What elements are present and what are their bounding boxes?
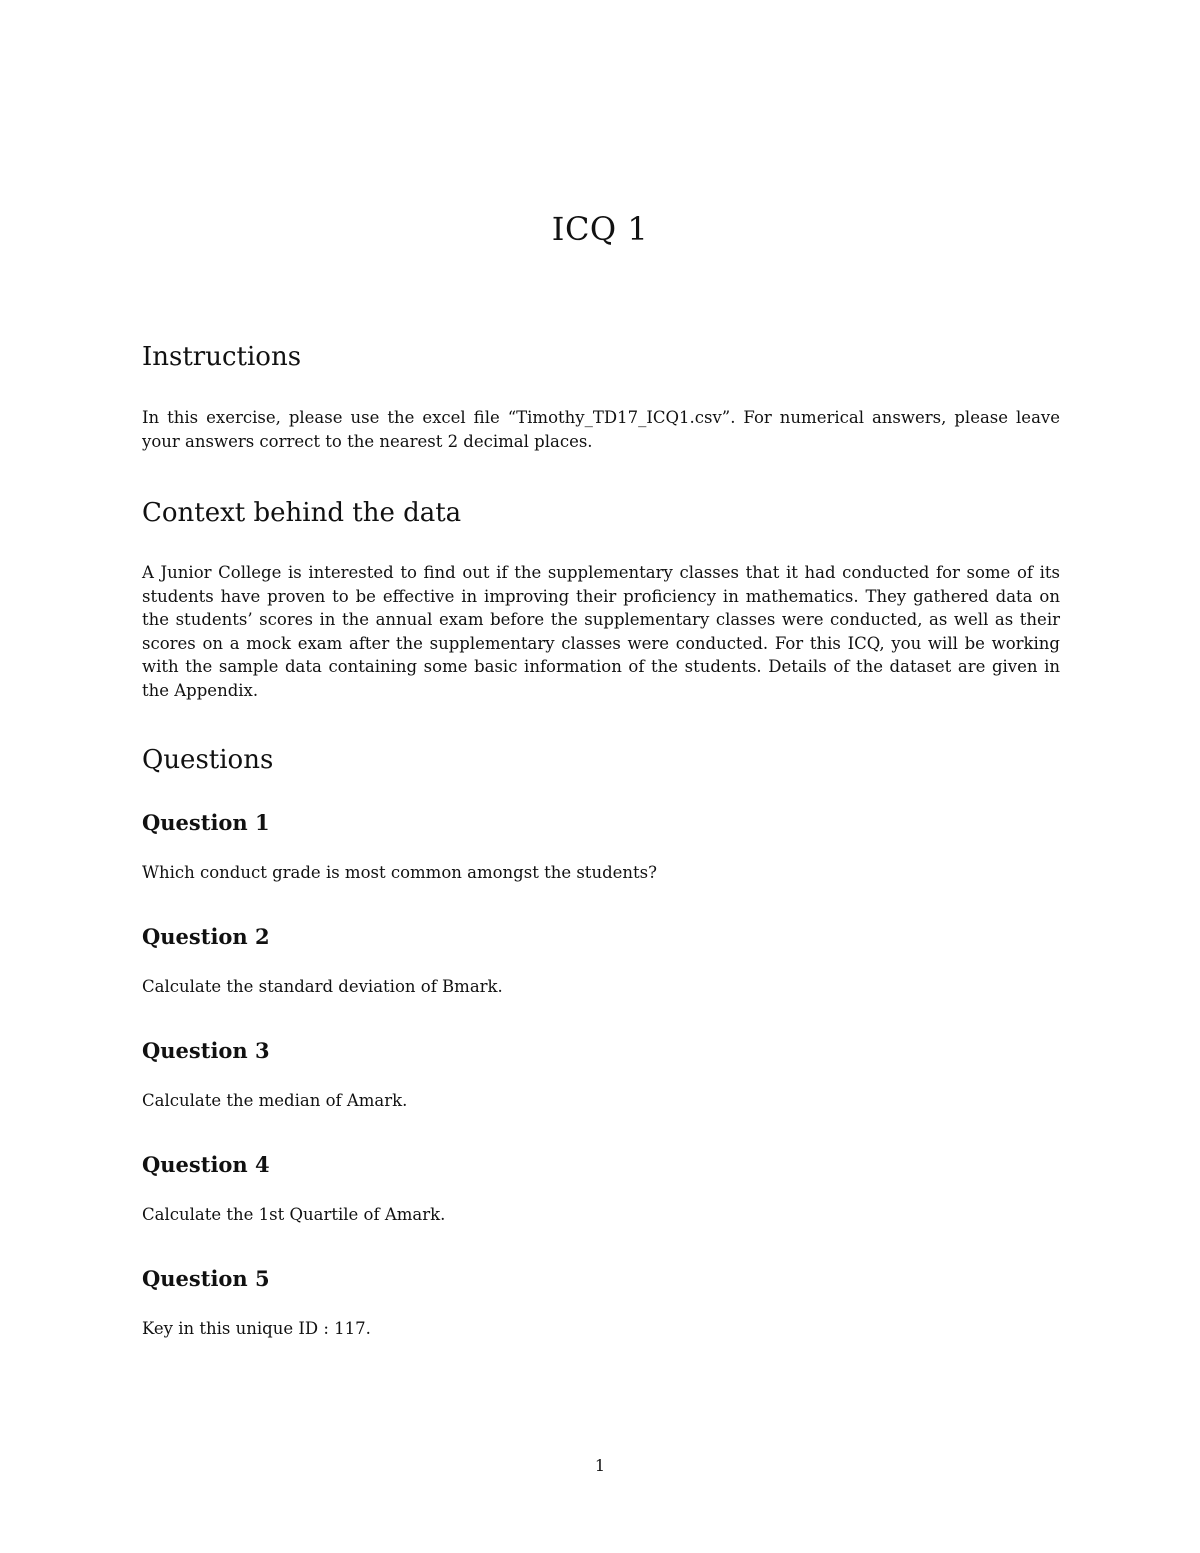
instructions-heading: Instructions (142, 342, 302, 372)
question-2-label: Question 2 (142, 924, 270, 949)
question-5-text: Key in this unique ID : 117. (142, 1319, 371, 1338)
question-3-text: Calculate the median of Amark. (142, 1091, 408, 1110)
question-2-text: Calculate the standard deviation of Bmark. (142, 977, 503, 996)
page-number: 1 (594, 1456, 606, 1475)
context-heading: Context behind the data (142, 498, 462, 528)
question-1-text: Which conduct grade is most common amongst the students? (142, 863, 657, 882)
question-1-label: Question 1 (142, 810, 270, 835)
question-5-label: Question 5 (142, 1266, 270, 1291)
question-4-label: Question 4 (142, 1152, 270, 1177)
document-title: ICQ 1 (551, 210, 649, 248)
question-3-label: Question 3 (142, 1038, 270, 1063)
instructions-text: In this exercise, please use the excel file “Timothy_TD17_ICQ1.csv”. For numerical answers, please leave your answers correct to the nearest 2 decimal places. (142, 408, 1060, 451)
questions-heading: Questions (142, 745, 274, 775)
context-text: A Junior College is interested to find out if the supplementary classes that it had conducted for some of its students have proven to be effective in improving their proficiency in mathematics. They gathered data on the students’ scores in the annual exam before the supplementary classes were conducted, as well as their scores on a mock exam after the supplementary classes were conducted. For this ICQ, you will be working with the sample data containing some basic information of the students. Details of the dataset are given in the Appendix. (142, 563, 1060, 700)
question-4-text: Calculate the 1st Quartile of Amark. (142, 1205, 446, 1224)
